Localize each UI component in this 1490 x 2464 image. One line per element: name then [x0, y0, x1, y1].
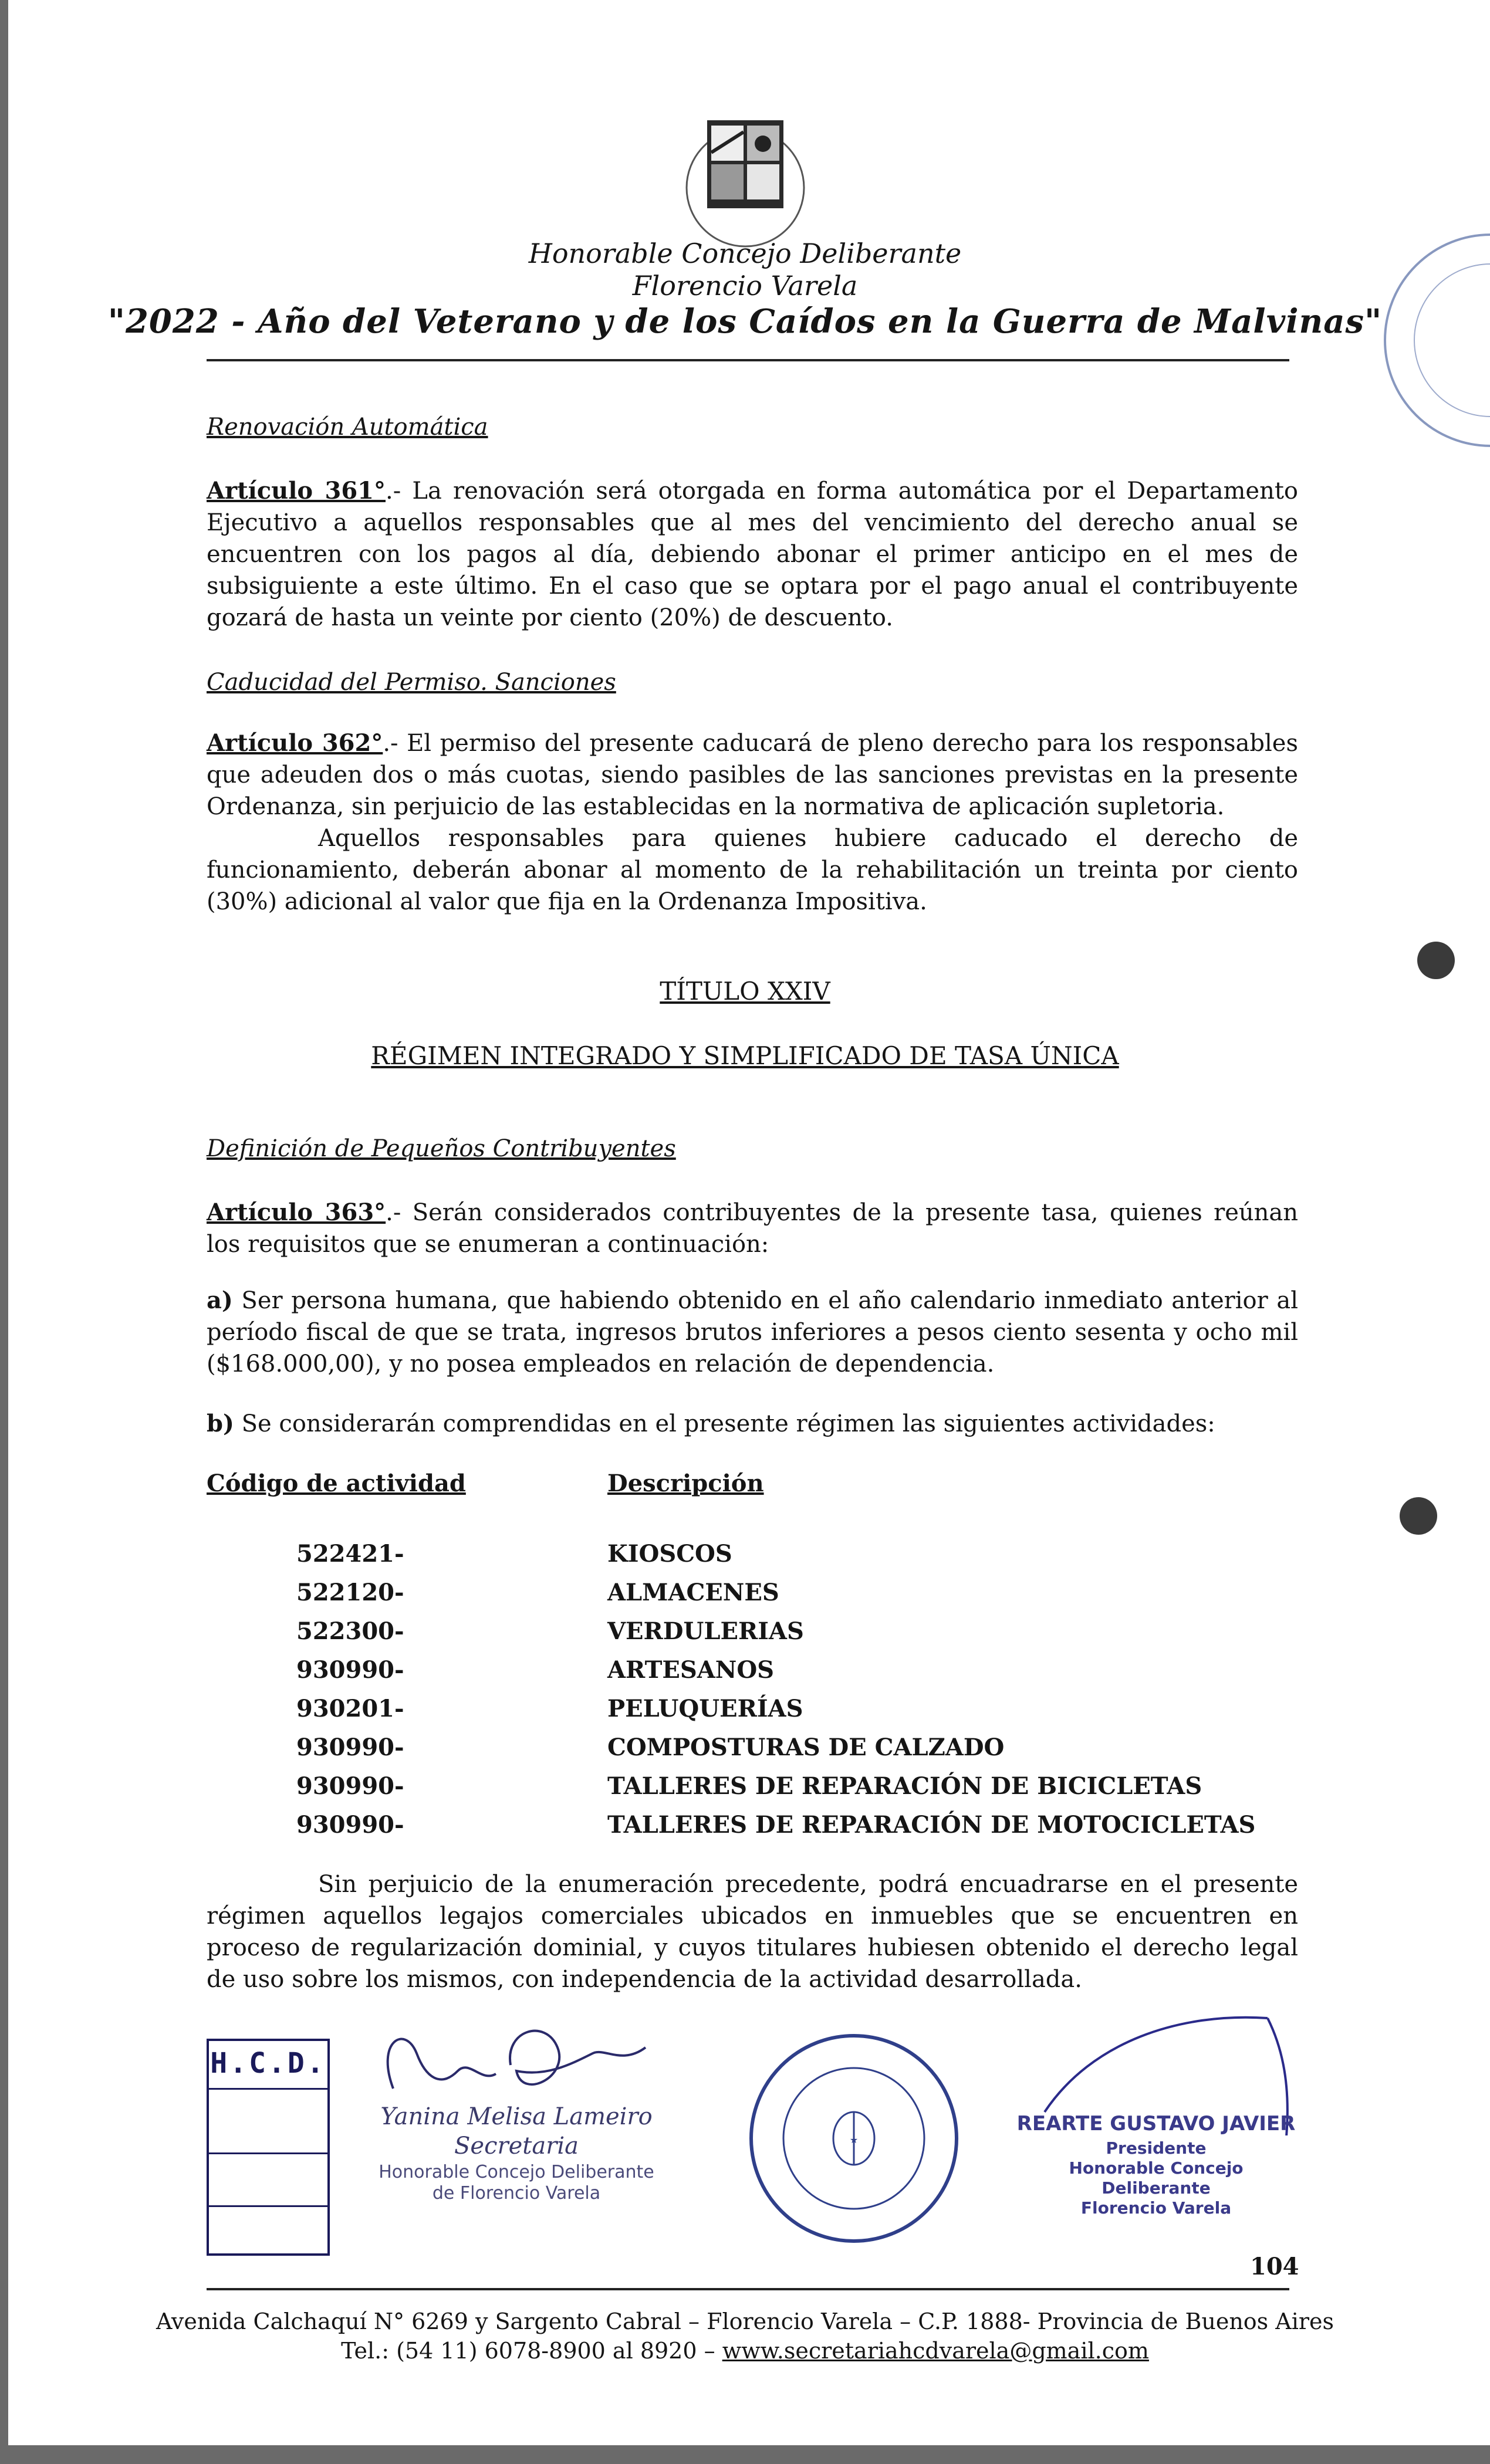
hcd-stamp-text: H.C.D.: [210, 2047, 326, 2080]
article-363: [207, 1197, 1298, 1260]
title-regimen: RÉGIMEN INTEGRADO Y SIMPLIFICADO DE TASA ÚNICA: [371, 1041, 1119, 1070]
article-361: [207, 475, 1298, 634]
article-361-text: .- La renovación será otorgada en forma automática por el Departamento Ejecutivo a aquellos responsables que al mes del vencimiento del derecho anual se encuentren con los pagos al día, debiendo abonar el primer anticipo en el mes de subsiguiente a este último. En el caso que se optara por el pago anual el contribuyente gozará de hasta un veinte por ciento (20%) de descuento.: [207, 478, 1298, 631]
secretary-name: Yanina Melisa Lameiro: [380, 2103, 653, 2130]
table-row-desc: ARTESANOS: [607, 1656, 775, 1684]
heading-renovacion: Renovación Automática: [207, 414, 488, 441]
table-row-code: 522120-: [296, 1579, 404, 1606]
table-row-desc: TALLERES DE REPARACIÓN DE MOTOCICLETAS: [607, 1811, 1256, 1839]
footer-divider: [207, 2288, 1289, 2290]
hcd-stamp-box: [207, 2039, 330, 2256]
footer-email-link[interactable]: www.secretariahcdvarela@gmail.com: [722, 2338, 1149, 2364]
president-name: REARTE GUSTAVO JAVIER: [1016, 2112, 1296, 2135]
punch-hole-bottom: [1400, 1497, 1437, 1535]
table-header-description: Descripción: [607, 1470, 764, 1497]
footer-phone: Tel.: (54 11) 6078-8900 al 8920 –: [341, 2338, 722, 2364]
president-role-line1: Presidente: [1106, 2138, 1207, 2158]
table-row-code: 522300-: [296, 1617, 404, 1645]
closing-paragraph: Sin perjuicio de la enumeración precedente, podrá encuadrarse en el presente régimen aquellos legajos comerciales ubicados en inmuebles que se encuentren en proceso de regularización dominial, y cuyos titulares hubiesen obtenido el derecho legal de uso sobre los mismos, con independencia de la actividad desarrollada.: [207, 1871, 1298, 1993]
article-362: [207, 727, 1298, 823]
scan-edge-left: [0, 0, 8, 2464]
council-shield-logo: [675, 117, 816, 258]
hcd-box-divider: [209, 2088, 327, 2090]
item-b-text: Se considerarán comprendidas en el presente régimen las siguientes actividades:: [234, 1410, 1215, 1437]
table-row-desc: PELUQUERÍAS: [607, 1695, 803, 1722]
footer-address: Avenida Calchaquí N° 6269 y Sargento Cabral – Florencio Varela – C.P. 1888- Provincia de Buenos Aires: [156, 2309, 1334, 2334]
table-row-code: 930990-: [296, 1772, 404, 1800]
item-b-label: b): [207, 1410, 234, 1437]
scan-edge-bottom: [0, 2445, 1490, 2464]
header-divider: [207, 359, 1289, 361]
table-row-desc: TALLERES DE REPARACIÓN DE BICICLETAS: [607, 1772, 1202, 1800]
secretary-org-line2: de Florencio Varela: [432, 2183, 601, 2204]
table-row-code: 930990-: [296, 1811, 404, 1839]
council-round-stamp: [742, 2027, 965, 2250]
article-362-paragraph-2: Aquellos responsables para quienes hubiere caducado el derecho de funcionamiento, deberán abonar al momento de la rehabilitación un treinta por ciento (30%) adicional al valor que fija en la Ordenanza Impositiva.: [207, 825, 1298, 915]
item-a: [207, 1285, 1298, 1380]
article-363-label: Artículo 363°: [207, 1199, 386, 1226]
footer-contact: [0, 2338, 1490, 2364]
heading-definicion: Definición de Pequeños Contribuyentes: [207, 1135, 676, 1162]
header-motto: "2022 - Año del Veterano y de los Caídos en la Guerra de Malvinas": [107, 302, 1383, 341]
table-row-desc: COMPOSTURAS DE CALZADO: [607, 1734, 1005, 1761]
secretary-org-line1: Honorable Concejo Deliberante: [379, 2162, 654, 2182]
president-role: [1015, 2138, 1297, 2218]
table-row-desc: ALMACENES: [607, 1579, 779, 1606]
title-xxiv: TÍTULO XXIV: [660, 977, 830, 1006]
hcd-box-divider: [209, 2152, 327, 2154]
table-row-desc: KIOSCOS: [607, 1540, 732, 1568]
item-a-text: Ser persona humana, que habiendo obtenido en el año calendario inmediato anterior al período fiscal de que se trata, ingresos brutos inferiores a pesos ciento sesenta y ocho mil ($168.000,00), y no posea empleados en relación de dependencia.: [207, 1287, 1298, 1377]
table-row-desc: VERDULERIAS: [607, 1617, 804, 1645]
punch-hole-top: [1417, 942, 1455, 979]
table-row-code: 930201-: [296, 1695, 404, 1722]
heading-caducidad: Caducidad del Permiso. Sanciones: [207, 669, 616, 696]
seal-stamp-top-right: [1320, 194, 1490, 487]
header-city: Florencio Varela: [632, 270, 858, 302]
article-361-label: Artículo 361°: [207, 477, 386, 505]
table-header-code: Código de actividad: [207, 1470, 466, 1497]
page-number: 104: [1250, 2253, 1299, 2280]
president-role-line3: Florencio Varela: [1080, 2198, 1232, 2218]
table-row-code: 930990-: [296, 1734, 404, 1761]
secretary-organization: [352, 2162, 681, 2204]
table-row-code: 930990-: [296, 1656, 404, 1684]
article-362-text: .- El permiso del presente caducará de pleno derecho para los responsables que adeuden dos o más cuotas, siendo pasibles de las sanciones previstas en la presente Ordenanza, sin perjuicio de las establecidas en la normativa de aplicación supletoria.: [207, 730, 1299, 820]
president-role-line2: Honorable Concejo Deliberante: [1069, 2158, 1244, 2198]
hcd-box-divider: [209, 2205, 327, 2207]
item-a-label: a): [207, 1287, 233, 1314]
item-b: [207, 1408, 1298, 1440]
header-council-name: Honorable Concejo Deliberante: [528, 238, 962, 269]
article-363-text: .- Serán considerados contribuyentes de la presente tasa, quienes reúnan los requisitos que se enumeran a continuación:: [207, 1199, 1299, 1258]
article-362-label: Artículo 362°: [207, 729, 383, 757]
secretary-signature: [370, 2018, 675, 2112]
table-row-code: 522421-: [296, 1540, 404, 1568]
secretary-title: Secretaria: [454, 2133, 579, 2160]
stamp-emblem-text: ★: [849, 2134, 859, 2145]
